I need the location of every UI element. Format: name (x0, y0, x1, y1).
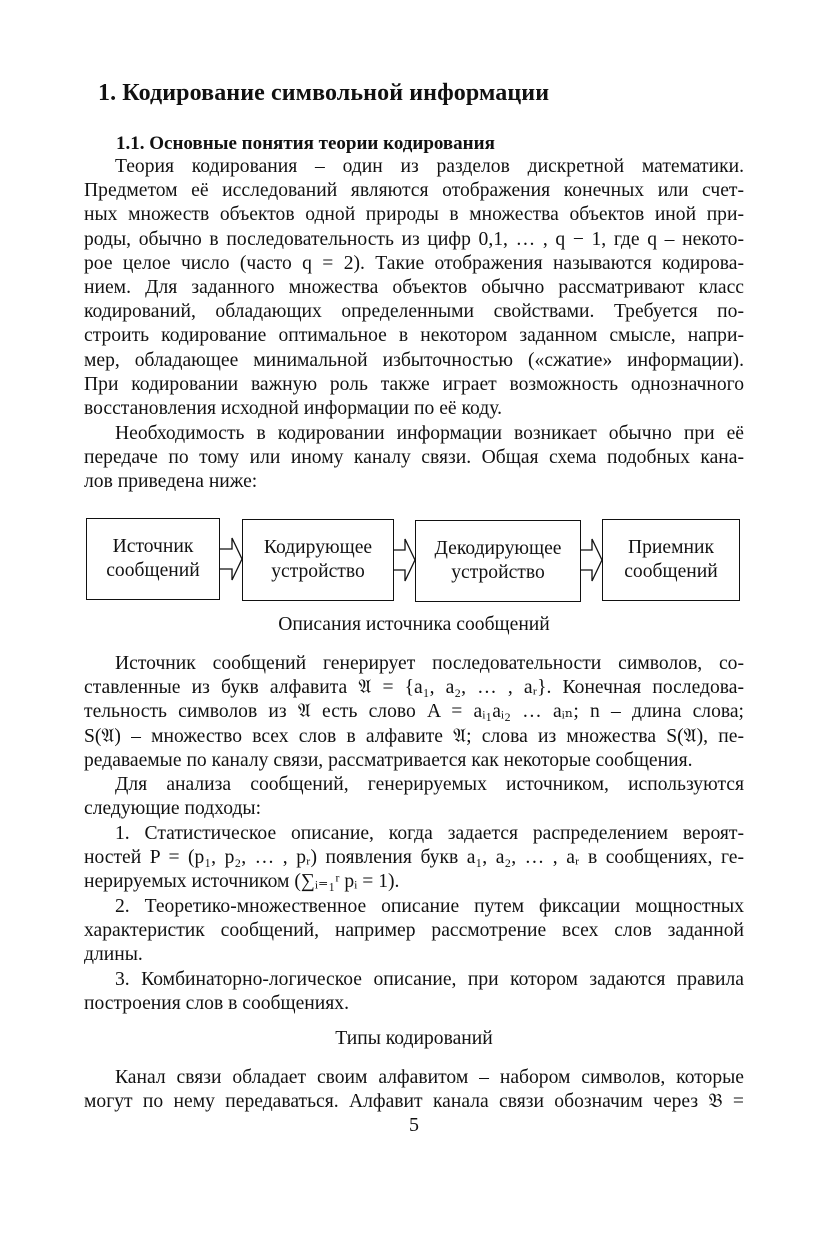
channel-alphabet-paragraph (84, 1066, 744, 1114)
arrow-right-icon (219, 536, 243, 582)
text-line: строить кодирование оптимальное в некотором заданном смысле, напри- (84, 325, 744, 347)
coding-types-title: Типы кодирований (335, 1028, 493, 1049)
text-line: 3. Комбинаторно-логическое описание, при котором задаются правила (115, 969, 744, 990)
approaches-paragraph (84, 773, 744, 821)
text-line: редаваемые по каналу связи, рассматривается как некоторые сообщения. (84, 749, 693, 771)
encoder-box: Кодирующее устройство (242, 519, 394, 601)
source-paragraph (84, 652, 744, 773)
page-number: 5 (409, 1114, 419, 1136)
text-line: нерируемых источником (∑ᵢ₌₁ʳ pᵢ = 1). (84, 871, 400, 893)
text-line: мер, обладающее минимальной избыточностью («сжатие» информации). (84, 349, 744, 371)
text-line: S(𝔄) – множество всех слов в алфавите 𝔄; слова из множества S(𝔄), пе- (84, 725, 744, 747)
text-line: Предметом её исследований являются отображения конечных или счет- (84, 180, 744, 202)
text-line: Канал связи обладает своим алфавитом – набором символов, которые (115, 1067, 744, 1088)
arrow-right-icon (580, 537, 603, 583)
text-line: роды, обычно в последовательность из цифр 0,1, … , q − 1, где q – некото- (84, 228, 744, 250)
text-line: рое целое число (часто q = 2). Такие отображения называются кодирова- (84, 252, 744, 274)
text-line: При кодировании важную роль также играет возможность однозначного (84, 373, 744, 395)
text-line: ставленные из букв алфавита 𝔄 = {a₁, a₂, … , aᵣ}. Конечная последова- (84, 677, 744, 699)
text-line: могут по нему передаваться. Алфавит канала связи обозначим через 𝔅 = (84, 1091, 744, 1113)
text-line: Для анализа сообщений, генерируемых источником, используются (115, 774, 744, 795)
approach-item-3 (84, 968, 744, 1016)
approach-item-1 (84, 822, 744, 895)
text-line: следующие подходы: (84, 798, 262, 820)
decoder-box: Декодирующее устройство (415, 520, 581, 602)
text-line: передаче по тому или иному каналу связи. Общая схема подобных кана- (84, 447, 744, 469)
channel-paragraph (84, 422, 744, 495)
text-line: Необходимость в кодировании информации возникает обычно при её (115, 423, 744, 444)
text-line: Источник сообщений генерирует последовательности символов, со- (115, 653, 744, 674)
text-line: ностей P = (p₁, p₂, … , pᵣ) появления букв a₁, a₂, … , aᵣ в сообщениях, ге- (84, 847, 744, 869)
source-box: Источник сообщений (86, 518, 220, 600)
text-line: тельность символов из 𝔄 есть слово A = aᵢ₁aᵢ₂ … aᵢₙ; n – длина слова; (84, 701, 744, 723)
chapter-heading: 1. Кодирование символьной информации (98, 80, 550, 106)
text-line: характеристик сообщений, например рассмотрение всех слов заданной (84, 920, 744, 942)
intro-paragraph (84, 155, 744, 421)
text-line: кодирований, обладающих определенными свойствами. Требуется по- (84, 301, 744, 323)
text-line: лов приведена ниже: (84, 471, 258, 493)
arrow-right-icon (393, 537, 416, 583)
text-line: нием. Для заданного множества объектов обычно рассматривают класс (84, 277, 744, 299)
text-line: 1. Статистическое описание, когда задается распределением вероят- (115, 823, 744, 844)
approach-item-2 (84, 895, 744, 968)
text-line: 2. Теоретико-множественное описание путем фиксации мощностных (115, 896, 744, 917)
text-line: Теория кодирования – один из разделов дискретной математики. (115, 156, 744, 177)
text-line: длины. (84, 944, 143, 966)
section-heading: 1.1. Основные понятия теории кодирования (116, 133, 495, 154)
source-description-title: Описания источника сообщений (278, 614, 550, 635)
receiver-box: Приемник сообщений (602, 519, 740, 601)
text-line: построения слов в сообщениях. (84, 993, 349, 1015)
text-line: восстановления исходной информации по её коду. (84, 398, 502, 420)
text-line: ных множеств объектов одной природы в множества объектов иной при- (84, 204, 744, 226)
